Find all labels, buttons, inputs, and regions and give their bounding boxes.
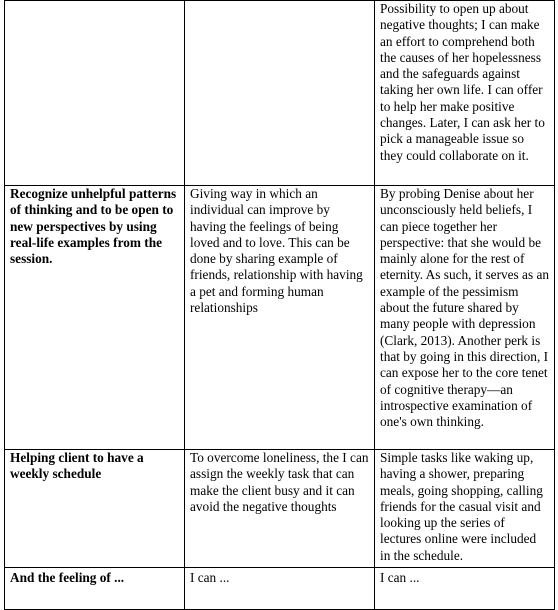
table-row <box>5 186 555 450</box>
intervention-cell: To overcome loneliness, the I can assign the weekly task that can make the client busy and it can avoid the negative thoughts <box>185 450 375 568</box>
document-table <box>4 0 555 610</box>
table-row <box>5 1 555 186</box>
intervention-cell: I can ... <box>185 568 375 610</box>
example-cell: By probing Denise about her unconsciously held beliefs, I can piece together her perspective: that she would be mainly alone for the rest of eternity. As such, it serves as an example of the pessimism about the future shared by many people with depression (Clark, 2013). Another perk is that by going in this direction, I can expose her to the core tenet of cognitive therapy—an introspective examination of one's own thinking. <box>375 186 555 450</box>
intervention-cell: Giving way in which an individual can improve by having the feelings of being loved and to love. This can be done by sharing example of friends, relationship with having a pet and forming human relationships <box>185 186 375 450</box>
example-cell: I can ... <box>375 568 555 610</box>
intervention-cell <box>185 1 375 186</box>
criterion-cell: Recognize unhelpful patterns of thinking and to be open to new perspectives by using real-life examples from the session. <box>5 186 185 450</box>
criterion-cell <box>5 1 185 186</box>
table-row <box>5 450 555 568</box>
table-row <box>5 568 555 610</box>
criterion-cell: And the feeling of ... <box>5 568 185 610</box>
example-cell: Simple tasks like waking up, having a shower, preparing meals, going shopping, calling friends for the casual visit and looking up the series of lectures online were included in the schedule. <box>375 450 555 568</box>
criterion-cell: Helping client to have a weekly schedule <box>5 450 185 568</box>
example-cell: Possibility to open up about negative thoughts; I can make an effort to comprehend both the causes of her hopelessness and the safeguards against taking her own life. I can offer to help her make positive changes. Later, I can ask her to pick a manageable issue so they could collaborate on it. <box>375 1 555 186</box>
